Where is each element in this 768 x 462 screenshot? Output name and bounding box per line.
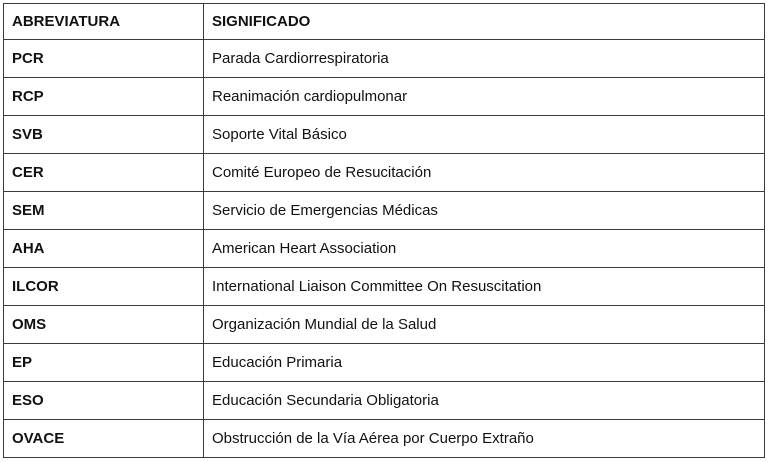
table-row: [4, 154, 765, 192]
abbreviation-cell: AHA: [4, 230, 204, 268]
abbreviation-cell: EP: [4, 344, 204, 382]
abbreviations-table-container: [3, 3, 764, 458]
abbreviation-cell: OMS: [4, 306, 204, 344]
meaning-cell: International Liaison Committee On Resuscitation: [204, 268, 765, 306]
table-row: [4, 420, 765, 458]
abbreviations-table: [3, 3, 765, 458]
meaning-cell: Parada Cardiorrespiratoria: [204, 40, 765, 78]
table-row: [4, 40, 765, 78]
header-meaning: SIGNIFICADO: [204, 4, 765, 40]
abbreviation-cell: ESO: [4, 382, 204, 420]
table-row: [4, 344, 765, 382]
table-row: [4, 116, 765, 154]
table-row: [4, 268, 765, 306]
header-abbreviation: ABREVIATURA: [4, 4, 204, 40]
table-row: [4, 192, 765, 230]
abbreviation-cell: RCP: [4, 78, 204, 116]
meaning-cell: Comité Europeo de Resucitación: [204, 154, 765, 192]
meaning-cell: American Heart Association: [204, 230, 765, 268]
table-row: [4, 78, 765, 116]
meaning-cell: Servicio de Emergencias Médicas: [204, 192, 765, 230]
meaning-cell: Reanimación cardiopulmonar: [204, 78, 765, 116]
abbreviation-cell: PCR: [4, 40, 204, 78]
meaning-cell: Soporte Vital Básico: [204, 116, 765, 154]
abbreviation-cell: ILCOR: [4, 268, 204, 306]
table-row: [4, 306, 765, 344]
table-body: [4, 40, 765, 458]
meaning-cell: Organización Mundial de la Salud: [204, 306, 765, 344]
table-row: [4, 230, 765, 268]
table-header: [4, 4, 765, 40]
header-row: [4, 4, 765, 40]
abbreviation-cell: OVACE: [4, 420, 204, 458]
abbreviation-cell: SEM: [4, 192, 204, 230]
abbreviation-cell: SVB: [4, 116, 204, 154]
meaning-cell: Educación Primaria: [204, 344, 765, 382]
table-row: [4, 382, 765, 420]
abbreviation-cell: CER: [4, 154, 204, 192]
meaning-cell: Educación Secundaria Obligatoria: [204, 382, 765, 420]
meaning-cell: Obstrucción de la Vía Aérea por Cuerpo Extraño: [204, 420, 765, 458]
